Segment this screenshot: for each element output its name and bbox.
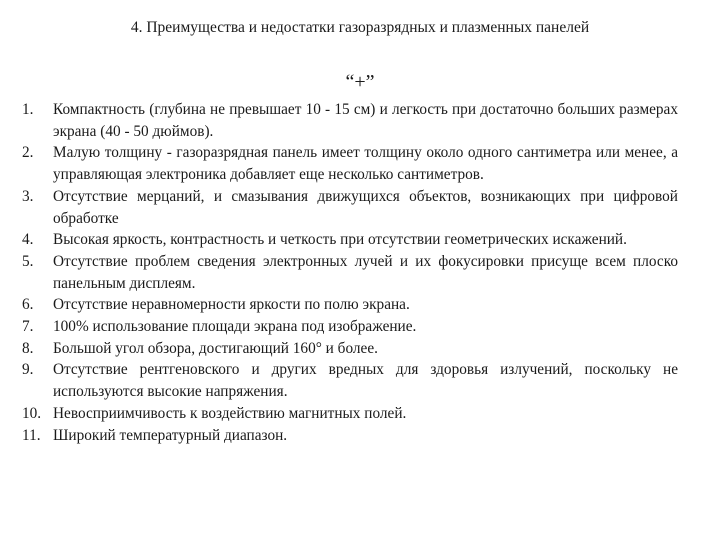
list-item xyxy=(22,316,678,338)
item-number: 5. xyxy=(22,252,34,270)
list-item xyxy=(22,294,678,316)
list-item xyxy=(22,359,678,402)
item-text: Отсутствие рентгеновского и других вредных для здоровья излучений, поскольку не используются высокие напряжения. xyxy=(53,361,678,401)
list-item xyxy=(22,338,678,360)
item-number: 1. xyxy=(22,101,34,118)
item-number: 2. xyxy=(22,144,34,162)
item-number: 11. xyxy=(22,426,41,444)
list-item xyxy=(22,403,678,425)
item-number: 3. xyxy=(22,187,34,205)
list-item xyxy=(22,186,678,229)
slide-title: 4. Преимущества и недостатки газоразрядных и плазменных панелей xyxy=(130,19,590,36)
list-item xyxy=(22,251,678,294)
list-item xyxy=(22,229,678,251)
item-number: 6. xyxy=(22,296,34,314)
item-text: Невосприимчивость к воздействию магнитных полей. xyxy=(53,404,407,422)
item-number: 4. xyxy=(22,231,34,249)
plus-sign-label: “+” xyxy=(345,71,375,93)
item-text: Большой угол обзора, достигающий 160° и более. xyxy=(53,339,378,357)
item-text: Отсутствие мерцаний, и смазывания движущихся объектов, возникающих при цифровой обработке xyxy=(53,187,678,227)
item-text: Малую толщину - газоразрядная панель имеет толщину около одного сантиметра или менее, а управляющая электроника добавляет еще несколько сантиметров. xyxy=(53,144,678,184)
item-number: 10. xyxy=(22,404,42,422)
item-number: 7. xyxy=(22,318,34,336)
item-text: Компактность (глубина не превышает 10 - 15 см) и легкость при достаточно больших размерах экрана (40 - 50 дюймов). xyxy=(53,101,678,140)
advantages-list xyxy=(22,99,678,446)
list-item xyxy=(22,142,678,185)
item-text: 100% использование площади экрана под изображение. xyxy=(53,318,417,336)
list-item xyxy=(22,99,678,142)
list-item xyxy=(22,425,678,447)
item-number: 9. xyxy=(22,361,34,379)
item-number: 8. xyxy=(22,339,34,357)
item-text: Широкий температурный диапазон. xyxy=(53,426,288,444)
item-text: Высокая яркость, контрастность и четкость при отсутствии геометрических искажений. xyxy=(53,231,627,249)
item-text: Отсутствие проблем сведения электронных лучей и их фокусировки присуще всем плоско панельным дисплеям. xyxy=(53,252,678,292)
advantages-heading xyxy=(0,70,720,94)
item-text: Отсутствие неравномерности яркости по полю экрана. xyxy=(53,296,410,314)
